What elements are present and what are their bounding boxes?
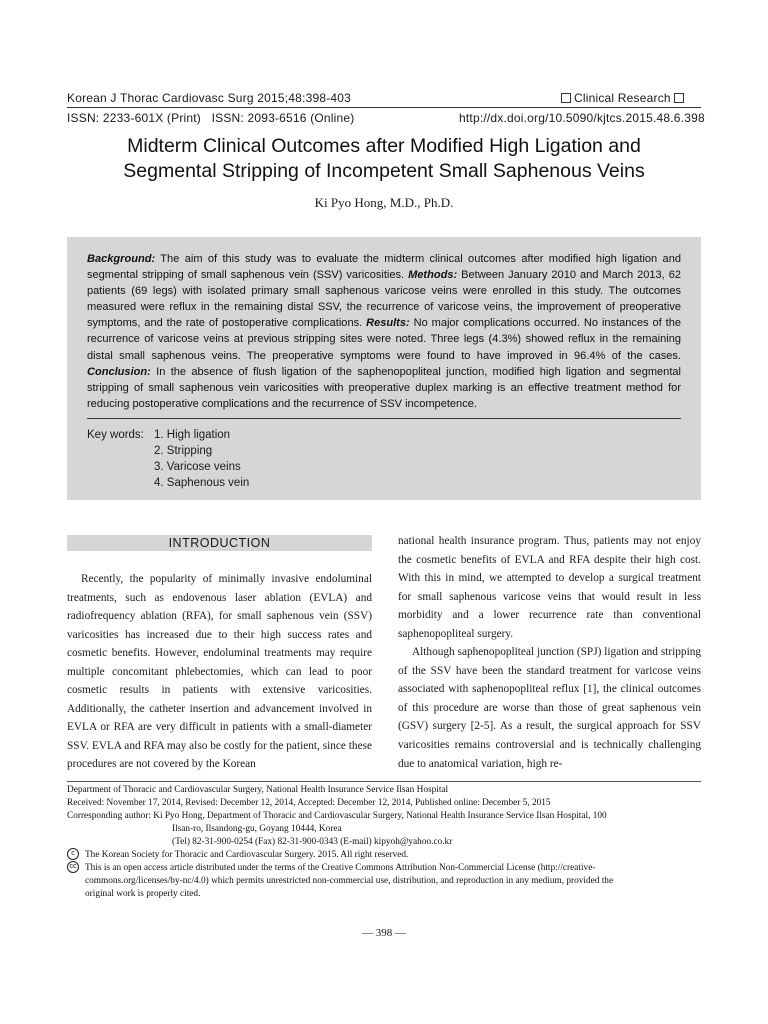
square-bullet-icon [674,93,684,103]
square-bullet-icon [561,93,571,103]
introduction-heading: INTRODUCTION [67,535,372,551]
article-title [40,134,728,184]
copyright-text: The Korean Society for Thoracic and Cardiovascular Surgery. 2015. All right reserved. [85,850,409,861]
right-column [398,532,701,773]
creative-commons-icon: cc [67,861,79,873]
intro-paragraph-2: national health insurance program. Thus, patients may not enjoy the cosmetic benefits of EVLA and RFA despite their high cost. With this in mind, we attempted to develop a surgical treatment for small saphenous varicose veins that would result in less morbidity and a lower recurrence rate than conventional saphenopopliteal surgery. [398,535,701,640]
intro-paragraph-1: Recently, the popularity of minimally invasive endoluminal treatments, such as endovenous laser ablation (EVLA) and radiofrequency ablation (RFA), for small saphenous vein (SSV) varicosities has increased due to their high success rates and cosmetic benefits. However, endoluminal treatments may require multiple concomitant phlebectomies, which can lead to poor cosmetic results in patients with extensive varicosities. Additionally, the catheter insertion and advancement involved in EVLA or RFA are very difficult in patients with a small-diameter SSV. EVLA and RFA may also be costly for the patient, since these procedures are not covered by the Korean [67,573,372,771]
footnote-department: Department of Thoracic and Cardiovascular Surgery, National Health Insurance Service Ilsan Hospital [67,785,449,795]
issn-line: ISSN: 2233-601X (Print) ISSN: 2093-6516 (Online) [67,111,355,125]
results-label: Results: [366,317,410,330]
copyright-icon: c [67,848,79,860]
footnotes [67,784,701,901]
abstract-text [87,251,681,412]
conclusion-label: Conclusion: [87,365,151,378]
doi-link[interactable]: http://dx.doi.org/10.5090/kjtcs.2015.48.6.398 [459,111,705,125]
footnote-dates: Received: November 17, 2014, Revised: December 12, 2014, Accepted: December 12, 2014, Published online: December 5, 2015 [67,798,551,808]
conclusion-text: In the absence of flush ligation of the saphenopopliteal junction, modified high ligation and segmental stripping of small saphenous vein varicosities with preoperative duplex marking is an effective treatment method for reducing postoperative complications and the recurrence of SSV incompetence. [87,365,681,410]
abstract-divider [87,418,681,419]
title-line-2: Segmental Stripping of Incompetent Small Saphenous Veins [123,160,645,182]
methods-text: Between January 2010 and March 2013, 62 patients (69 legs) with isolated primary small saphenous varicose veins were enrolled in this study. The outcomes measured were reflux in the remaining distal SSV, the recurrence of varicose veins, the improvement of preoperative symptoms, and the rate of postoperative complications. [87,269,681,330]
license-text-1: This is an open access article distributed under the terms of the Creative Commons Attribution Non-Commercial License (http://creative- [85,863,596,874]
keywords-list [154,427,249,491]
results-text: No major complications occurred. No instances of the recurrence of varicose veins at previous stripping sites were noted. Three legs (4.3%) showed reflux in the remaining distal small saphenous veins. The preoperative symptoms were found to have improved in 96.4% of the cases. [87,317,681,362]
section-label [558,91,687,105]
abstract-box [67,237,701,500]
keyword-item: 1. High ligation [154,429,231,441]
footnote-rule [67,781,701,782]
footnote-contact: (Tel) 82-31-900-0254 (Fax) 82-31-900-0343 (E-mail) kipyoh@yahoo.co.kr [172,837,453,847]
footnote-copyright [67,849,701,862]
footnote-address: Ilsan-ro, Ilsandong-gu, Goyang 10444, Korea [172,824,342,834]
intro-paragraph-3: Although saphenopopliteal junction (SPJ) ligation and stripping of the SSV have been the standard treatment for varicose veins associated with saphenopopliteal reflux [1], the clinical outcomes of this procedure are worse than those of great saphenous vein (GSV) surgery [2-5]. As a result, the surgical approach for SSV varicosities remains controversial and is technically challenging due to anatomical variation, high re- [398,646,701,770]
title-line-1: Midterm Clinical Outcomes after Modified High Ligation and [127,135,641,157]
footnote-corresponding: Corresponding author: Ki Pyo Hong, Department of Thoracic and Cardiovascular Surgery, National Health Insurance Service Ilsan Hospital, 100 [67,811,607,821]
methods-label: Methods: [408,269,458,282]
keywords-label: Key words: [87,429,144,441]
left-column [67,570,372,774]
license-text-3: original work is properly cited. [85,889,201,900]
background-text: The aim of this study was to evaluate the midterm clinical outcomes after modified high ligation and segmental stripping of small saphenous vein (SSV) varicosities. [87,253,681,282]
license-text-2: commons.org/licenses/by-nc/4.0) which permits unrestricted non-commercial use, distribution, and reproduction in any medium, provided the [85,876,614,887]
keyword-item: 2. Stripping [154,445,213,457]
section-label-text: Clinical Research [574,91,671,105]
journal-citation: Korean J Thorac Cardiovasc Surg 2015;48:398-403 [67,91,352,105]
page-number: — 398 — [362,927,406,939]
author-line: Ki Pyo Hong, M.D., Ph.D. [314,195,454,210]
keyword-item: 3. Varicose veins [154,461,241,473]
header-rule [67,107,701,108]
keyword-item: 4. Saphenous vein [154,477,250,489]
background-label: Background: [87,253,156,265]
footnote-license [67,862,701,875]
